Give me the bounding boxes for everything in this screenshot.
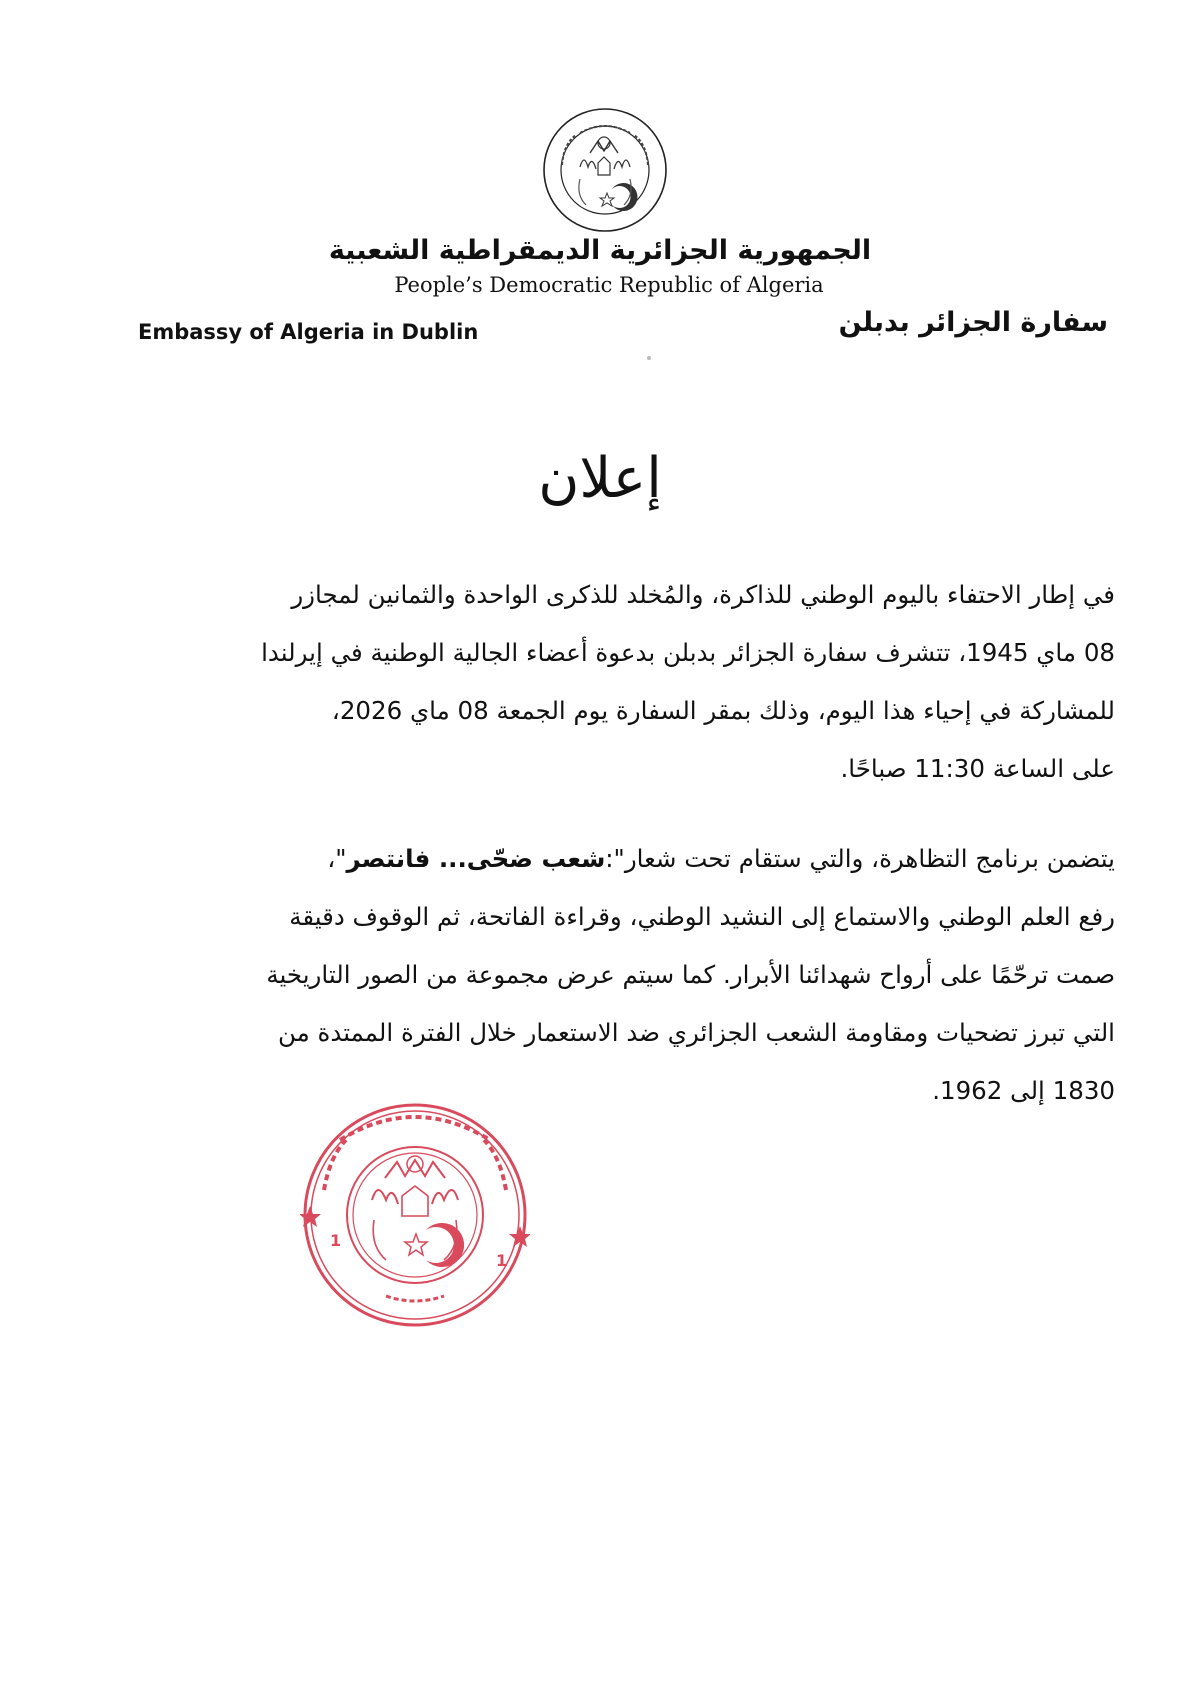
paragraph-line: رفع العلم الوطني والاستماع إلى النشيد الوطني، وقراءة الفاتحة، ثم الوقوف دقيقة <box>289 902 1115 931</box>
paragraph-line: صمت ترحّمًا على أرواح شهدائنا الأبرار. كما سيتم عرض مجموعة من الصور التاريخية <box>266 960 1115 989</box>
slogan-intro: يتضمن برنامج التظاهرة، والتي ستقام تحت شعار": <box>605 844 1115 873</box>
paragraph-line <box>160 830 1115 888</box>
seal-number: 1 <box>496 1251 508 1270</box>
paragraph-line: التي تبرز تضحيات ومقاومة الشعب الجزائري ضد الاستعمار خلال الفترة الممتدة من <box>277 1018 1115 1047</box>
paragraph-program <box>160 830 1115 1120</box>
embassy-name-arabic: سفارة الجزائر بدبلن <box>838 307 1108 338</box>
paragraph-line: على الساعة 11:30 صباحًا. <box>840 754 1115 783</box>
slogan-text: شعب ضحّى... فانتصر <box>346 844 606 873</box>
scan-speck <box>647 356 651 360</box>
embassy-seal-stamp <box>300 1100 530 1330</box>
seal-number: 1 <box>330 1231 342 1250</box>
republic-name-english: People’s Democratic Republic of Algeria <box>394 273 824 297</box>
paragraph-line: 08 ماي 1945، تتشرف سفارة الجزائر بدبلن بدعوة أعضاء الجالية الوطنية في إيرلندا <box>261 638 1115 667</box>
paragraph-line: للمشاركة في إحياء هذا اليوم، وذلك بمقر السفارة يوم الجمعة 08 ماي 2026، <box>331 696 1115 725</box>
paragraph-invitation <box>160 566 1115 798</box>
announcement-title: إعلان <box>538 446 662 511</box>
paragraph-line: في إطار الاحتفاء باليوم الوطني للذاكرة، والمُخلد للذكرى الواحدة والثمانين لمجازر <box>291 580 1115 609</box>
paragraph-line: 1830 إلى 1962. <box>932 1076 1115 1105</box>
republic-name-arabic: الجمهورية الجزائرية الديمقراطية الشعبية <box>328 235 872 266</box>
slogan-end: "، <box>327 844 347 873</box>
algeria-emblem-icon <box>540 105 670 235</box>
embassy-name-english: Embassy of Algeria in Dublin <box>138 320 479 344</box>
